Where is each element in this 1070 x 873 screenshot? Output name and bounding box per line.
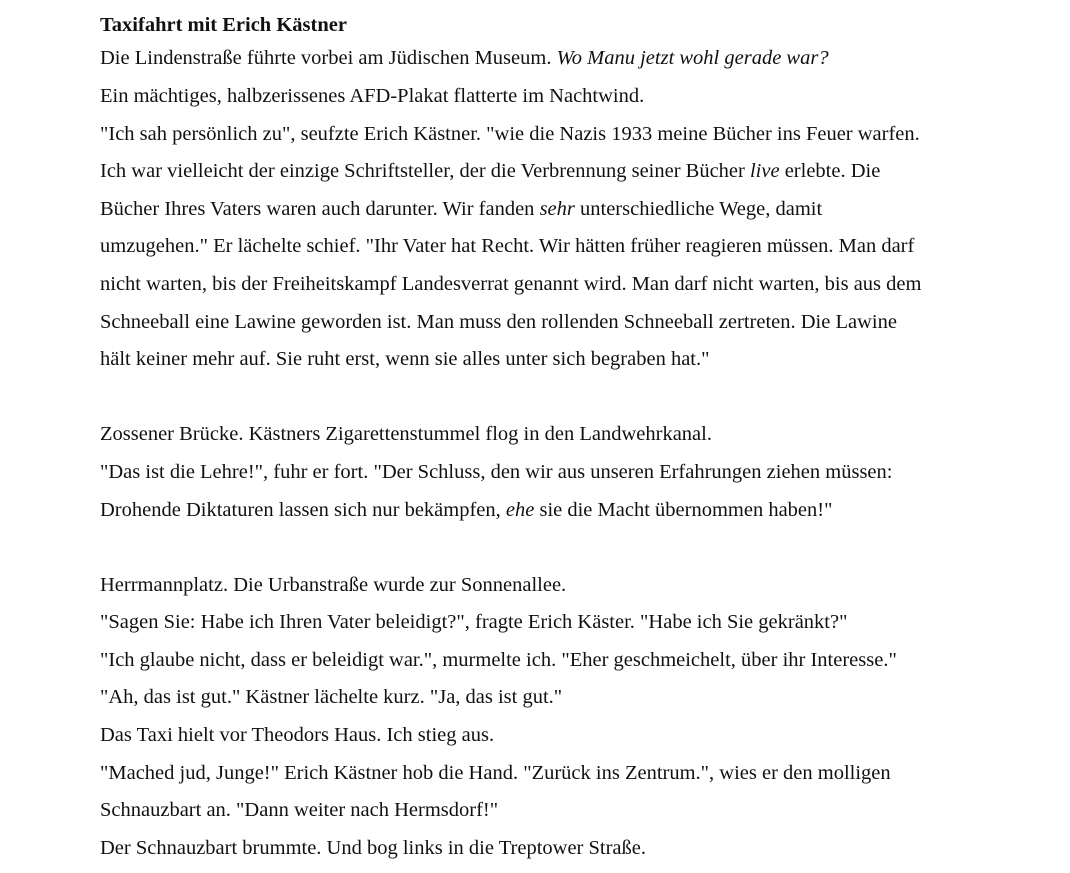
text-line — [100, 492, 1000, 530]
text-line: "Das ist die Lehre!", fuhr er fort. "Der Schluss, den wir aus unseren Erfahrungen ziehen müssen: — [100, 460, 893, 483]
paragraph-spacer — [100, 379, 1000, 417]
italic-text: Wo Manu jetzt wohl gerade war? — [556, 47, 829, 70]
italic-text: sehr — [539, 197, 575, 220]
text-line: hält keiner mehr auf. Sie ruht erst, wenn sie alles unter sich begraben hat." — [100, 348, 710, 371]
text-line — [100, 191, 1000, 229]
document-title: Taxifahrt mit Erich Kästner — [100, 14, 347, 36]
text-line: umzugehen." Er lächelte schief. "Ihr Vater hat Recht. Wir hätten früher reagieren müssen. Man darf — [100, 235, 915, 258]
paragraph-3 — [100, 567, 1000, 868]
text-span: Die Lindenstraße führte vorbei am Jüdischen Museum. — [100, 47, 557, 70]
text-span: Ich war vielleicht der einzige Schriftsteller, der die Verbrennung seiner Bücher — [100, 160, 750, 183]
text-span: unterschiedliche Wege, damit — [574, 197, 823, 220]
text-line: Der Schnauzbart brummte. Und bog links in die Treptower Straße. — [100, 836, 647, 859]
document-body — [100, 10, 1000, 867]
text-span: sie die Macht übernommen haben!" — [534, 498, 833, 521]
text-span: erlebte. Die — [779, 160, 881, 183]
text-line: "Mached jud, Junge!" Erich Kästner hob die Hand. "Zurück ins Zentrum.", wies er den molligen — [100, 761, 891, 784]
text-line: "Ich sah persönlich zu", seufzte Erich Kästner. "wie die Nazis 1933 meine Bücher ins Feuer warfen. — [100, 122, 920, 145]
text-line: Das Taxi hielt vor Theodors Haus. Ich stieg aus. — [100, 724, 495, 747]
text-line: "Ich glaube nicht, dass er beleidigt war.", murmelte ich. "Eher geschmeichelt, über ihr Interesse." — [100, 648, 897, 671]
text-line: nicht warten, bis der Freiheitskampf Landesverrat genannt wird. Man darf nicht warten, bis aus dem — [100, 272, 922, 295]
text-line: Schneeball eine Lawine geworden ist. Man muss den rollenden Schneeball zertreten. Die Lawine — [100, 310, 897, 333]
text-span: Drohende Diktaturen lassen sich nur bekämpfen, — [100, 498, 506, 521]
italic-text: ehe — [505, 498, 535, 521]
paragraph-2 — [100, 416, 1000, 529]
text-line: "Sagen Sie: Habe ich Ihren Vater beleidigt?", fragte Erich Käster. "Habe ich Sie gekränkt?" — [100, 611, 848, 634]
text-line: Herrmannplatz. Die Urbanstraße wurde zur Sonnenallee. — [100, 573, 567, 596]
text-span: Bücher Ihres Vaters waren auch darunter. Wir fanden — [100, 197, 540, 220]
paragraph-1 — [100, 40, 1000, 378]
paragraph-spacer — [100, 529, 1000, 567]
text-line: Schnauzbart an. "Dann weiter nach Hermsdorf!" — [100, 799, 499, 822]
text-line: "Ah, das ist gut." Kästner lächelte kurz. "Ja, das ist gut." — [100, 686, 563, 709]
text-line: Ein mächtiges, halbzerissenes AFD-Plakat flatterte im Nachtwind. — [100, 84, 645, 107]
text-line — [100, 40, 1000, 78]
text-line: Zossener Brücke. Kästners Zigarettenstummel flog in den Landwehrkanal. — [100, 423, 712, 446]
italic-text: live — [749, 160, 780, 183]
text-line — [100, 153, 1000, 191]
